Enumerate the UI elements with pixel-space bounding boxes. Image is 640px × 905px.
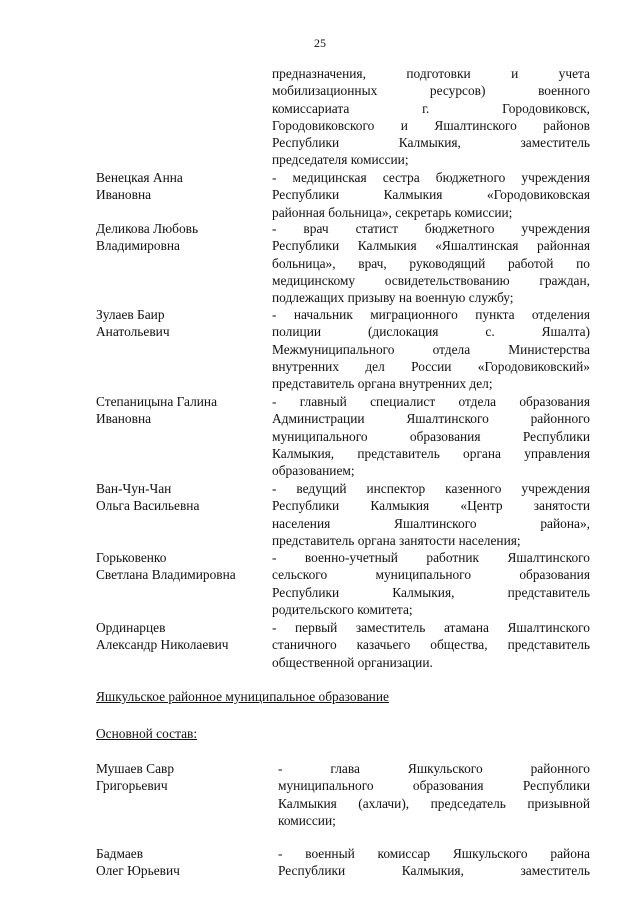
role-line: муниципального образования Республики <box>278 778 590 794</box>
name-line: Ординарцев <box>96 620 166 635</box>
member-role <box>272 480 590 549</box>
member-role <box>272 549 590 618</box>
subsection-title: Основной состав: <box>96 726 198 741</box>
name-line: Степаницына Галина <box>96 394 218 409</box>
role-line: Администрации Яшалтинского районного <box>272 411 590 427</box>
name-line: Зулаев Баир <box>96 307 165 322</box>
text-line: мобилизационных ресурсов) военного <box>272 83 590 99</box>
role-line: Калмыкия (ахлачи), председатель призывной <box>278 795 590 811</box>
member-name <box>96 393 266 428</box>
name-line: Мушаев Савр <box>96 761 175 776</box>
role-line: Калмыкия, представитель органа управления <box>272 445 590 461</box>
role-line: - начальник миграционного пункта отделения <box>272 307 590 322</box>
name-line: Ольга Васильевна <box>96 498 200 514</box>
name-line: Горьковенко <box>96 550 167 565</box>
member-role <box>272 306 590 392</box>
member-name <box>96 845 266 880</box>
name-line: Владимировна <box>96 238 180 254</box>
role-line: населения Яшалтинского района», <box>272 515 590 531</box>
role-line: - врач статист бюджетного учреждения <box>272 221 590 236</box>
name-line: Ивановна <box>96 411 152 427</box>
text-line: Республики Калмыкия, заместитель <box>272 135 590 151</box>
name-line: Ван-Чун-Чан <box>96 481 172 496</box>
name-line: Григорьевич <box>96 778 168 794</box>
member-role <box>272 619 590 671</box>
role-line: образованием; <box>272 463 355 479</box>
text-line: председателя комиссии; <box>272 152 409 168</box>
role-line: родительского комитета; <box>272 601 413 617</box>
member-name <box>96 480 266 515</box>
name-line: Ивановна <box>96 187 152 203</box>
member-name <box>96 169 266 204</box>
role-line: Межмуниципального отдела Министерства <box>272 341 590 357</box>
role-line: Республики Калмыкия «Центр занятости <box>272 498 590 514</box>
name-line: Деликова Любовь <box>96 221 199 236</box>
name-line: Бадмаев <box>96 846 144 861</box>
member-name <box>96 760 266 795</box>
role-line: медицинскому освидетельствованию граждан, <box>272 272 590 288</box>
member-role <box>272 220 590 306</box>
role-line: - ведущий инспектор казенного учреждения <box>272 481 590 496</box>
role-line: представитель органа внутренних дел; <box>272 376 493 392</box>
role-line: Республики Калмыкия «Яшалтинская районная <box>272 238 590 254</box>
name-line: Анатольевич <box>96 324 170 340</box>
member-name <box>96 549 266 584</box>
role-line: - медицинская сестра бюджетного учреждения <box>272 170 590 185</box>
name-line: Светлана Владимировна <box>96 567 236 583</box>
text-line: комиссариата г. Городовиковск, <box>272 100 590 116</box>
name-line: Александр Николаевич <box>96 637 229 653</box>
text-line: предназначения, подготовки и учета <box>272 66 590 81</box>
role-line: общественной организации. <box>272 654 433 670</box>
role-line: подлежащих призыву на военную службу; <box>272 290 514 306</box>
role-line: - первый заместитель атамана Яшалтинского <box>272 620 590 635</box>
role-line: - военно-учетный работник Яшалтинского <box>272 550 590 565</box>
role-line: комиссии; <box>278 812 336 828</box>
role-line: сельского муниципального образования <box>272 567 590 583</box>
role-line: - военный комиссар Яшкульского района <box>278 846 590 861</box>
member-name <box>96 220 266 255</box>
role-line: - глава Яшкульского районного <box>278 761 590 776</box>
name-line: Венецкая Анна <box>96 170 183 185</box>
member-name <box>96 619 266 654</box>
role-line: полиции (дислокация с. Яшалта) <box>272 324 590 340</box>
member-role <box>278 845 590 880</box>
role-line: муниципального образования Республики <box>272 428 590 444</box>
role-line: районная больница», секретарь комиссии; <box>272 204 513 220</box>
member-role <box>272 169 590 221</box>
member-role <box>272 393 590 479</box>
role-line: Республики Калмыкия «Городовиковская <box>272 187 590 203</box>
name-line: Олег Юрьевич <box>96 863 180 879</box>
top-continuation <box>272 65 590 169</box>
role-line: внутренних дел России «Городовиковский» <box>272 358 590 374</box>
member-role <box>278 760 590 829</box>
member-name <box>96 306 266 341</box>
section-title: Яшкульское районное муниципальное образование <box>96 689 389 704</box>
role-line: - главный специалист отдела образования <box>272 394 590 409</box>
role-line: Республики Калмыкия, представитель <box>272 584 590 600</box>
text-line: Городовиковского и Яшалтинского районов <box>272 117 590 133</box>
page-number: 25 <box>314 36 326 50</box>
role-line: Республики Калмыкия, заместитель <box>278 863 590 879</box>
role-line: представитель органа занятости населения; <box>272 532 521 548</box>
role-line: больница», врач, руководящий работой по <box>272 255 590 271</box>
role-line: станичного казачьего общества, представитель <box>272 637 590 653</box>
